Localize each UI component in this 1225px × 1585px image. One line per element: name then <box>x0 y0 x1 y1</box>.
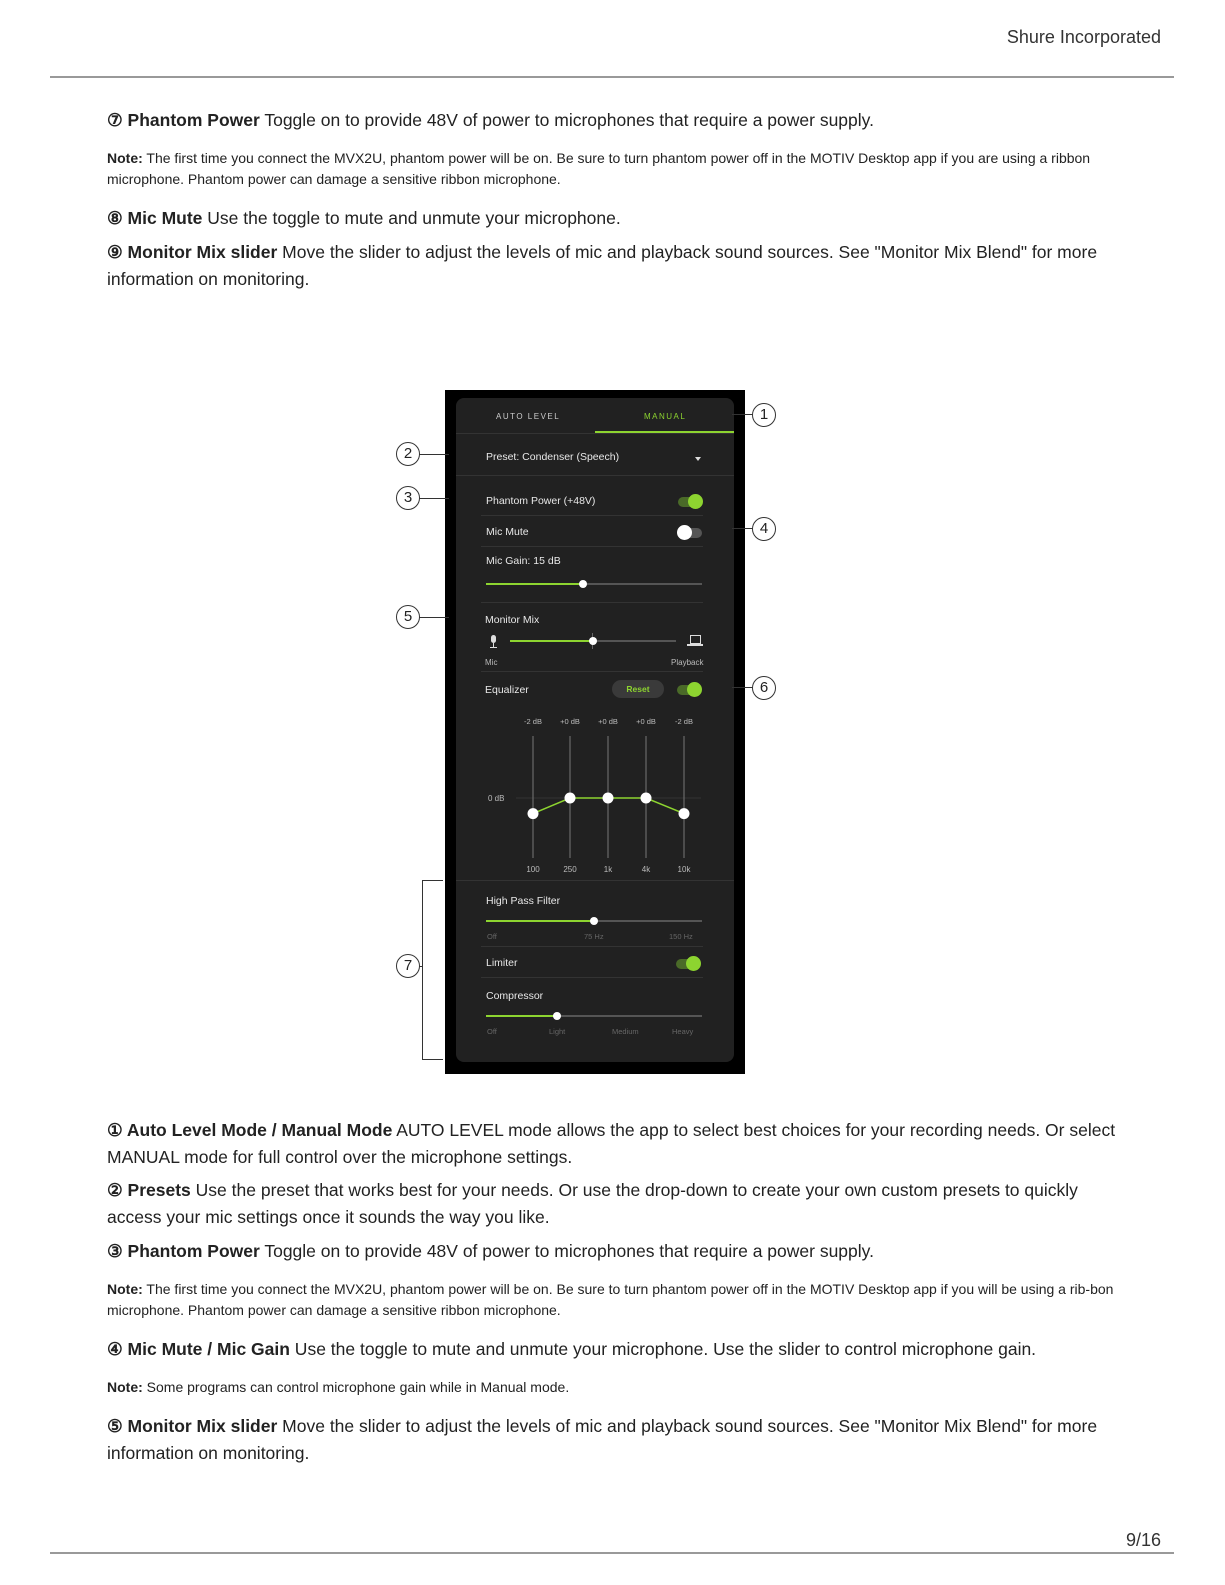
equalizer-label: Equalizer <box>485 684 529 696</box>
divider <box>456 880 734 881</box>
divider <box>481 546 703 547</box>
item-text: AUTO LEVEL mode allows the app to select best choices for your recording needs. Or select MANUAL mode for full control over the microphone settings. <box>107 1120 1116 1167</box>
callout-line-1 <box>732 414 753 415</box>
equalizer-graph[interactable] <box>456 708 734 878</box>
divider <box>481 515 703 516</box>
slider-fill <box>486 1015 557 1017</box>
footer-divider <box>50 1552 1174 1554</box>
hpf-tick-150hz: 150 Hz <box>669 932 693 941</box>
slider-thumb[interactable] <box>589 637 597 645</box>
callout-line-3 <box>419 498 449 499</box>
note-phantom-2 <box>107 1279 1122 1321</box>
item-auto-level-manual-1 <box>107 1117 1117 1171</box>
header-divider <box>50 76 1174 78</box>
item-monitor-mix-5 <box>107 1413 1117 1467</box>
item-title: ⑧ Mic Mute <box>107 208 203 228</box>
slider-thumb[interactable] <box>579 580 587 588</box>
item-title: ③ Phantom Power <box>107 1241 260 1261</box>
toggle-knob <box>687 682 702 697</box>
note-text: The first time you connect the MVX2U, phantom power will be on. Be sure to turn phantom power off in the MOTIV Desktop app if you will be using a rib-bon microphone. Phantom power can damage a sensitive ribbon microphone. <box>107 1281 1114 1318</box>
toggle-knob <box>688 494 703 509</box>
callout-bracket-7 <box>422 880 443 1060</box>
preset-label: Preset: Condenser (Speech) <box>486 451 620 463</box>
note-mic-gain <box>107 1377 1122 1398</box>
eq-band-handle[interactable] <box>565 793 576 804</box>
eq-band-gain-label: +0 dB <box>598 717 618 726</box>
item-text: Use the preset that works best for your needs. Or use the drop-down to create your own custom presets to quickly access your mic settings once it sounds the way you like. <box>107 1180 1078 1227</box>
comp-tick-light: Light <box>549 1027 566 1036</box>
comp-tick-off: Off <box>487 1027 497 1036</box>
high-pass-filter-label: High Pass Filter <box>486 895 561 907</box>
note-label: Note: <box>107 1379 143 1395</box>
callout-4: 4 <box>752 517 776 541</box>
eq-band-handle[interactable] <box>641 793 652 804</box>
eq-band-gain-label: -2 dB <box>675 717 693 726</box>
slider-fill <box>510 640 593 642</box>
eq-band-gain-label: +0 dB <box>636 717 656 726</box>
callout-line-2 <box>419 454 449 455</box>
mic-gain-label: Mic Gain: 15 dB <box>486 555 561 567</box>
phantom-power-label: Phantom Power (+48V) <box>486 495 596 507</box>
phantom-power-toggle[interactable] <box>678 497 702 507</box>
zero-db-label: 0 dB <box>488 794 505 803</box>
item-text: Move the slider to adjust the levels of mic and playback sound sources. See "Monitor Mix Blend" for more information on monitoring. <box>107 1416 1098 1463</box>
eq-band-handle[interactable] <box>603 793 614 804</box>
item-presets-2 <box>107 1177 1117 1231</box>
comp-tick-heavy: Heavy <box>672 1027 694 1036</box>
item-mic-mute-8 <box>107 205 1117 232</box>
callout-line-4 <box>732 528 753 529</box>
callout-line-6 <box>732 687 753 688</box>
monitor-mix-label: Monitor Mix <box>485 614 540 626</box>
item-title: ⑨ Monitor Mix slider <box>107 242 278 262</box>
callout-1: 1 <box>752 403 776 427</box>
slider-thumb[interactable] <box>590 917 598 925</box>
item-text: Toggle on to provide 48V of power to microphones that require a power supply. <box>259 110 874 130</box>
comp-tick-medium: Medium <box>612 1027 639 1036</box>
eq-reset-button[interactable]: Reset <box>612 680 664 698</box>
page-number: 9/16 <box>1125 1530 1161 1550</box>
slider-fill <box>486 583 583 585</box>
preset-divider <box>456 475 734 476</box>
slider-thumb[interactable] <box>553 1012 561 1020</box>
item-monitor-mix-9 <box>107 239 1117 293</box>
callout-3: 3 <box>396 486 420 510</box>
limiter-toggle[interactable] <box>676 959 700 969</box>
note-label: Note: <box>107 1281 143 1297</box>
item-title: ④ Mic Mute / Mic Gain <box>107 1339 290 1359</box>
toggle-knob <box>677 525 692 540</box>
eq-band-freq-label: 250 <box>563 865 577 874</box>
note-text: Some programs can control microphone gain while in Manual mode. <box>142 1379 570 1395</box>
note-label: Note: <box>107 150 143 166</box>
slider-fill <box>486 920 594 922</box>
callout-line-5 <box>419 617 449 618</box>
divider <box>481 946 703 947</box>
note-text: The first time you connect the MVX2U, phantom power will be on. Be sure to turn phantom power off in the MOTIV Desktop app if you are using a ribbon microphone. Phantom power can damage a sensitive ribbon microphone. <box>107 150 1091 187</box>
note-phantom-1 <box>107 148 1122 190</box>
divider <box>481 977 703 978</box>
item-title: ⑤ Monitor Mix slider <box>107 1416 278 1436</box>
mic-mute-label: Mic Mute <box>486 526 529 538</box>
eq-band-handle[interactable] <box>528 808 539 819</box>
eq-band-gain-label: -2 dB <box>524 717 542 726</box>
tab-manual[interactable]: MANUAL <box>644 412 687 421</box>
compressor-label: Compressor <box>486 990 544 1002</box>
app-screenshot-figure <box>395 388 785 1078</box>
callout-2: 2 <box>396 442 420 466</box>
item-title: ① Auto Level Mode / Manual Mode <box>107 1120 393 1140</box>
callout-7: 7 <box>396 954 420 978</box>
item-title: ⑦ Phantom Power <box>107 110 260 130</box>
item-text: Toggle on to provide 48V of power to microphones that require a power supply. <box>259 1241 874 1261</box>
monitor-playback-label: Playback <box>671 658 704 667</box>
eq-band-freq-label: 4k <box>641 865 651 874</box>
callout-5: 5 <box>396 605 420 629</box>
item-phantom-power-3 <box>107 1238 1117 1265</box>
settings-panel <box>456 398 734 1062</box>
hpf-tick-75hz: 75 Hz <box>584 932 604 941</box>
item-text: Use the toggle to mute and unmute your microphone. <box>202 208 621 228</box>
item-title: ② Presets <box>107 1180 191 1200</box>
callout-6: 6 <box>752 676 776 700</box>
company-name: Shure Incorporated <box>1006 27 1161 47</box>
item-text: Move the slider to adjust the levels of mic and playback sound sources. See "Monitor Mix Blend" for more information on monitoring. <box>107 242 1098 289</box>
monitor-mic-label: Mic <box>485 658 498 667</box>
divider <box>481 671 703 672</box>
eq-band-freq-label: 1k <box>603 865 613 874</box>
limiter-label: Limiter <box>486 957 518 969</box>
eq-band-gain-label: +0 dB <box>560 717 580 726</box>
eq-band-freq-label: 100 <box>526 865 540 874</box>
equalizer-toggle[interactable] <box>677 685 701 695</box>
eq-band-freq-label: 10k <box>677 865 691 874</box>
mic-mute-toggle[interactable] <box>678 528 702 538</box>
hpf-tick-off: Off <box>487 932 497 941</box>
item-phantom-power-7 <box>107 107 1117 134</box>
tab-divider <box>456 433 734 434</box>
chevron-down-icon <box>695 457 701 461</box>
item-text: Use the toggle to mute and unmute your microphone. Use the slider to control microphone gain. <box>289 1339 1037 1359</box>
tab-auto-level[interactable]: AUTO LEVEL <box>496 412 561 421</box>
toggle-knob <box>686 956 701 971</box>
eq-band-handle[interactable] <box>679 808 690 819</box>
item-mic-mute-gain-4 <box>107 1336 1117 1363</box>
divider <box>481 602 703 603</box>
